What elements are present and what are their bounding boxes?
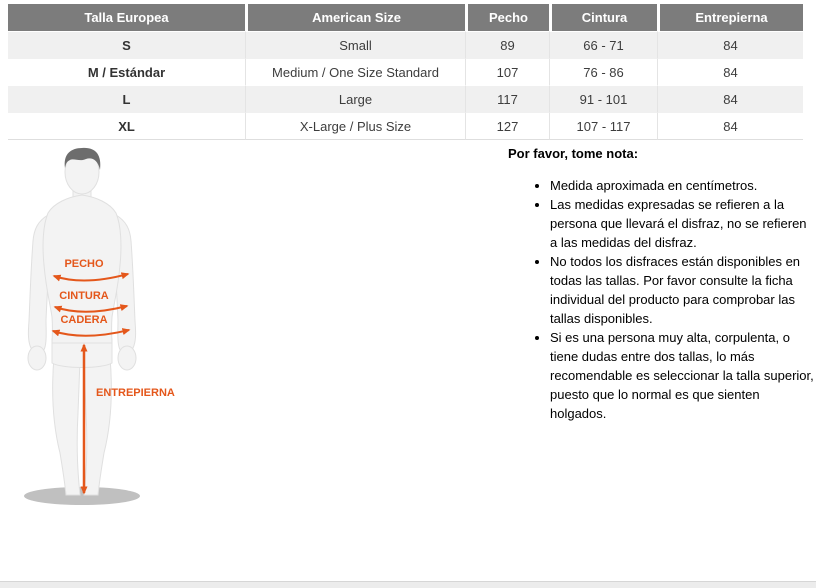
inseam-label: ENTREPIERNA xyxy=(96,387,175,399)
cell-size-eu: M / Estándar xyxy=(8,58,245,85)
note-item: • Las medidas expresadas se refieren a la persona que llevará el disfraz, no se refieren a las medidas del disfraz. xyxy=(550,195,816,252)
horizontal-scrollbar[interactable] xyxy=(0,581,816,588)
cell-size-us: Large xyxy=(245,85,465,112)
note-item: • Si es una persona muy alta, corpulenta, o tiene dudas entre dos tallas, lo más recomendable es seleccionar la talla superior, puesto que lo normal es que sienten holgados. xyxy=(550,328,816,423)
cell-chest: 127 xyxy=(465,112,549,140)
cell-waist: 76 - 86 xyxy=(549,58,657,85)
note-item: • No todos los disfraces están disponibles en todas las tallas. Por favor consulte la ficha individual del producto para comprobar las tallas disponibles. xyxy=(550,252,816,328)
body-measurement-diagram xyxy=(8,145,218,523)
hip-label: CADERA xyxy=(60,314,108,326)
note-item: • Medida aproximada en centímetros. xyxy=(550,176,816,195)
cell-size-eu: L xyxy=(8,85,245,112)
col-header-talla-europea: Talla Europea xyxy=(8,4,245,31)
cell-inseam: 84 xyxy=(657,85,803,112)
table-header-row xyxy=(8,4,803,31)
table-row-l xyxy=(8,85,803,112)
cell-size-eu: S xyxy=(8,31,245,58)
cell-size-eu: XL xyxy=(8,112,245,140)
notes-section xyxy=(508,146,816,423)
table-row-m xyxy=(8,58,803,85)
cell-inseam: 84 xyxy=(657,58,803,85)
table-row-s xyxy=(8,31,803,58)
cell-chest: 107 xyxy=(465,58,549,85)
cell-inseam: 84 xyxy=(657,112,803,140)
cell-inseam: 84 xyxy=(657,31,803,58)
col-header-cintura: Cintura xyxy=(549,4,657,31)
cell-size-us: Medium / One Size Standard xyxy=(245,58,465,85)
cell-chest: 89 xyxy=(465,31,549,58)
cell-size-us: X-Large / Plus Size xyxy=(245,112,465,140)
col-header-pecho: Pecho xyxy=(465,4,549,31)
cell-waist: 66 - 71 xyxy=(549,31,657,58)
col-header-american-size: American Size xyxy=(245,4,465,31)
cell-chest: 117 xyxy=(465,85,549,112)
floor-shadow xyxy=(24,487,140,505)
notes-list xyxy=(508,176,816,423)
table-row-xl xyxy=(8,112,803,140)
waist-label: CINTURA xyxy=(59,290,109,302)
notes-heading: Por favor, tome nota: xyxy=(508,146,639,161)
cell-waist: 107 - 117 xyxy=(549,112,657,140)
size-chart-table xyxy=(8,4,803,140)
col-header-entrepierna: Entrepierna xyxy=(657,4,803,31)
cell-size-us: Small xyxy=(245,31,465,58)
cell-waist: 91 - 101 xyxy=(549,85,657,112)
chest-label: PECHO xyxy=(64,258,104,270)
